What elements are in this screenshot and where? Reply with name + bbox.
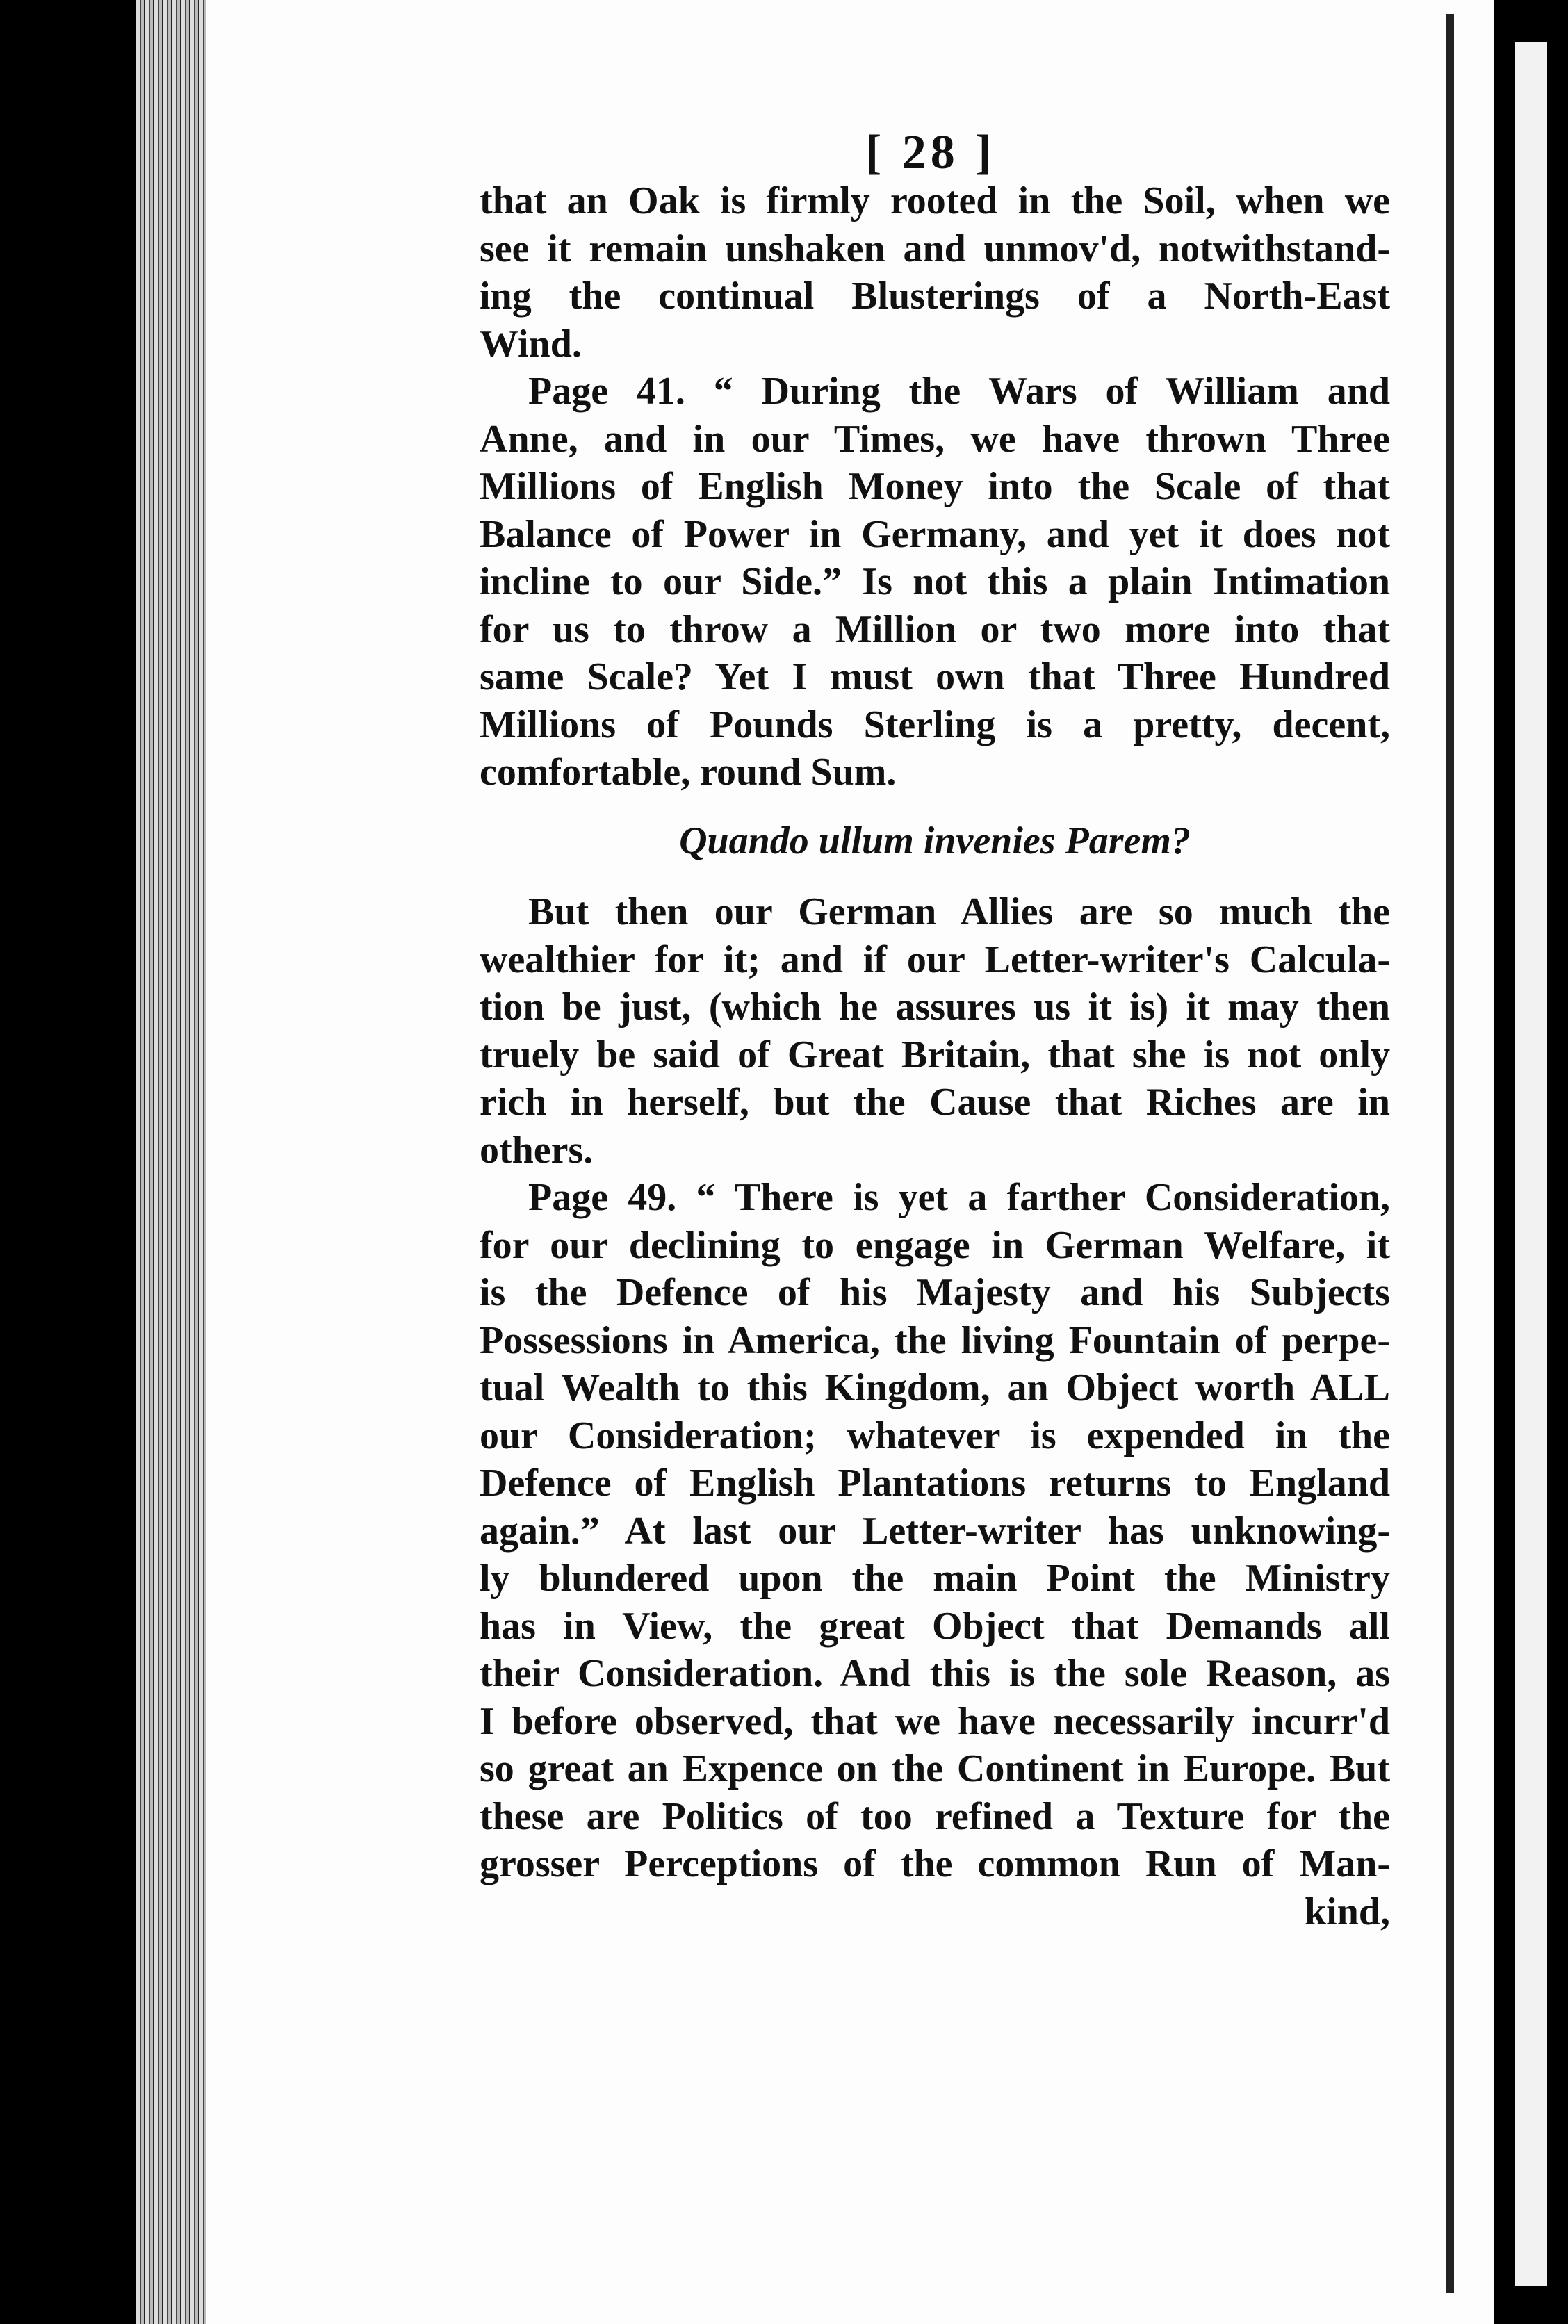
text-line: Page 41. “ During the Wars of William and — [528, 370, 1390, 413]
text-line: incline to our Side.” Is not this a plain Intimation — [480, 560, 1390, 603]
text-line: for our declining to engage in German Welfare, it — [480, 1223, 1390, 1267]
text-line: But then our German Allies are so much the — [528, 890, 1390, 933]
text-line: Possessions in America, the living Fountain of perpe- — [480, 1318, 1390, 1362]
text-line: has in View, the great Object that Demands all — [480, 1604, 1390, 1648]
text-line: comfortable, round Sum. — [480, 751, 897, 794]
text-line: these are Politics of too refined a Texture for the — [480, 1794, 1390, 1838]
text-line: grosser Perceptions of the common Run of Man- — [480, 1842, 1390, 1885]
text-line: tual Wealth to this Kingdom, an Object worth ALL — [480, 1366, 1390, 1409]
text-line: others. — [480, 1128, 594, 1172]
text-line: see it remain unshaken and unmov'd, notwithstand- — [480, 227, 1390, 270]
page-number: [ 28 ] — [865, 126, 996, 179]
text-line: Millions of Pounds Sterling is a pretty, decent, — [480, 703, 1390, 746]
text-line: Millions of English Money into the Scale of that — [480, 465, 1390, 508]
text-line: Wind. — [480, 322, 582, 366]
latin-quotation: Quando ullum invenies Parem? — [679, 819, 1191, 862]
catchword: kind, — [1305, 1890, 1390, 1933]
text-line: again.” At last our Letter-writer has unknowing- — [480, 1509, 1390, 1553]
text-line: I before observed, that we have necessarily incurr'd — [480, 1699, 1390, 1743]
page-gutter-shadow — [1446, 14, 1454, 2293]
text-line: is the Defence of his Majesty and his Subjects — [480, 1271, 1390, 1314]
text-line: rich in herself, but the Cause that Riches are in — [480, 1081, 1390, 1124]
text-line: Defence of English Plantations returns to England — [480, 1462, 1390, 1505]
text-line: same Scale? Yet I must own that Three Hundred — [480, 655, 1390, 698]
next-page-sliver — [1515, 42, 1547, 2286]
text-line: ing the continual Blusterings of a North-East — [480, 275, 1390, 318]
text-line: ly blundered upon the main Point the Ministry — [480, 1557, 1390, 1600]
text-line: tion be just, (which he assures us it is) it may then — [480, 985, 1390, 1029]
text-line: that an Oak is firmly rooted in the Soil, when we — [480, 179, 1390, 222]
text-line: our Consideration; whatever is expended in the — [480, 1414, 1390, 1457]
text-line: their Consideration. And this is the sole Reason, as — [480, 1652, 1390, 1695]
text-line: Balance of Power in Germany, and yet it does not — [480, 512, 1390, 556]
text-line: so great an Expence on the Continent in Europe. But — [480, 1747, 1390, 1790]
text-line: Page 49. “ There is yet a farther Consideration, — [528, 1176, 1390, 1219]
page-edges — [136, 0, 213, 2324]
text-line: Anne, and in our Times, we have thrown Three — [480, 417, 1390, 461]
text-line: wealthier for it; and if our Letter-writer's Calcula- — [480, 938, 1390, 981]
text-line: truely be said of Great Britain, that she is not only — [480, 1033, 1390, 1077]
body-text — [480, 177, 1390, 1936]
text-line: for us to throw a Million or two more into that — [480, 607, 1390, 651]
